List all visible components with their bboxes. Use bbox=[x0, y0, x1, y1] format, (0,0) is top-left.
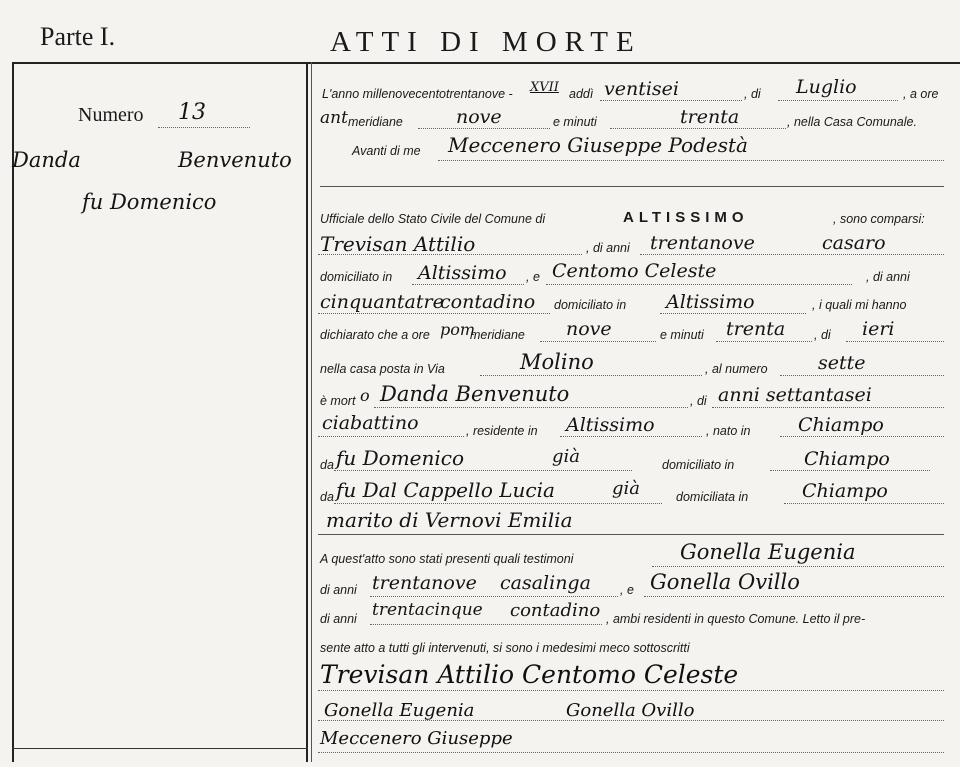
mother-residence: Chiampo bbox=[802, 480, 888, 502]
death-street: Molino bbox=[520, 350, 594, 374]
line-witness-b-age bbox=[370, 624, 602, 625]
act-official: Meccenero Giuseppe Podestà bbox=[448, 133, 748, 157]
act-di2: , di bbox=[814, 328, 831, 342]
act-dichiarato: dichiarato che a ore bbox=[320, 328, 430, 342]
line-house-number bbox=[780, 375, 944, 376]
witness2-name: Centomo Celeste bbox=[552, 260, 717, 282]
death-house-number: sette bbox=[818, 352, 866, 374]
death-hour: nove bbox=[566, 318, 612, 340]
numero-value: 13 bbox=[178, 100, 206, 125]
line-w2-age bbox=[318, 313, 550, 314]
line-father-res bbox=[770, 470, 930, 471]
act-e2: , e bbox=[620, 583, 634, 597]
line-mother bbox=[334, 503, 662, 504]
signature-witness-b: Gonella Ovillo bbox=[566, 700, 695, 721]
line-death-day bbox=[846, 341, 944, 342]
father-name: fu Domenico bbox=[336, 446, 465, 470]
line-mother-res bbox=[784, 503, 944, 504]
line-minutes bbox=[610, 128, 786, 129]
act-minuti2: e minuti bbox=[660, 328, 704, 342]
line-death-name bbox=[374, 407, 688, 408]
witness-a-job: casalinga bbox=[500, 572, 591, 594]
act-morto: è mort bbox=[320, 394, 356, 408]
act-nato: , nato in bbox=[706, 424, 751, 438]
witness-b-age: trentacinque bbox=[372, 600, 483, 620]
death-birthplace: Chiampo bbox=[798, 414, 884, 436]
death-day: ieri bbox=[862, 318, 895, 340]
act-pom: pom bbox=[440, 320, 476, 339]
mother-name: fu Dal Cappello Lucia bbox=[336, 478, 555, 502]
numero-label: Numero bbox=[78, 104, 144, 126]
act-domic3: domiciliato in bbox=[662, 458, 735, 472]
act-month: Luglio bbox=[796, 76, 857, 98]
witness1-name: Trevisan Attilio bbox=[320, 232, 476, 256]
act-era: XVII bbox=[530, 80, 559, 95]
line-death-min bbox=[716, 341, 812, 342]
death-age: anni settantasei bbox=[718, 384, 872, 406]
sign-line-2 bbox=[318, 720, 944, 721]
line-witness1 bbox=[318, 254, 582, 255]
line-birthplace bbox=[780, 436, 944, 437]
act-numero: , al numero bbox=[705, 362, 768, 376]
act-minuti: e minuti bbox=[553, 115, 597, 129]
act-presenti: A quest'atto sono stati presenti quali testimoni bbox=[320, 552, 574, 566]
register-title: ATTI DI MORTE bbox=[330, 26, 642, 58]
witness1-age: trentanove bbox=[650, 232, 755, 254]
line-witness-a-age bbox=[370, 596, 618, 597]
act-casa: , nella Casa Comunale. bbox=[787, 115, 917, 129]
line-hour bbox=[418, 128, 550, 129]
act-ufficiale: Ufficiale dello Stato Civile del Comune di bbox=[320, 212, 546, 226]
act-sente: sente atto a tutti gli intervenuti, si sono i medesimi meco sottoscritti bbox=[320, 641, 690, 655]
act-dianni2: , di anni bbox=[866, 270, 910, 284]
witness-a-age: trentanove bbox=[372, 572, 477, 594]
part-label: Parte I. bbox=[40, 22, 116, 51]
act-da2: da bbox=[320, 490, 334, 504]
act-di: , di bbox=[744, 87, 761, 101]
left-bottom-rule bbox=[12, 748, 308, 749]
line-month bbox=[778, 100, 898, 101]
line-day bbox=[600, 100, 742, 101]
deceased-father: fu Domenico bbox=[82, 190, 217, 214]
death-name: Danda Benvenuto bbox=[380, 382, 570, 406]
act-ore: , a ore bbox=[903, 87, 939, 101]
line-witness-b bbox=[644, 596, 944, 597]
act-da: da bbox=[320, 458, 334, 472]
act-comparsi: , sono comparsi: bbox=[833, 212, 925, 226]
line-witness1-age bbox=[640, 254, 944, 255]
witness-b-name: Gonella Ovillo bbox=[650, 570, 800, 594]
column-divider bbox=[306, 62, 308, 762]
deceased-given-name: Benvenuto bbox=[178, 148, 292, 172]
act-avanti: Avanti di me bbox=[352, 144, 421, 158]
act-dianni4: di anni bbox=[320, 612, 357, 626]
father-gia: già bbox=[552, 446, 581, 467]
deceased-surname: Danda bbox=[12, 148, 81, 172]
act-meridiane: meridiane bbox=[348, 115, 403, 129]
act-morto-suffix: o bbox=[360, 386, 370, 405]
line-spouse bbox=[318, 534, 944, 535]
frame-top-rule bbox=[12, 62, 960, 64]
line-w2-res bbox=[660, 313, 806, 314]
line-blank bbox=[320, 186, 944, 187]
line-death-hour bbox=[540, 341, 656, 342]
act-minutes: trenta bbox=[680, 106, 740, 128]
act-domic: domiciliato in bbox=[320, 270, 393, 284]
act-day: ventisei bbox=[604, 78, 679, 100]
act-residente: , residente in bbox=[466, 424, 538, 438]
line-residence bbox=[412, 284, 524, 285]
line-street bbox=[480, 375, 702, 376]
act-ant: ant bbox=[320, 108, 348, 128]
line-death-res bbox=[560, 436, 702, 437]
act-e: , e bbox=[526, 270, 540, 284]
signature-declarants: Trevisan Attilio Centomo Celeste bbox=[320, 660, 739, 689]
mother-gia: già bbox=[612, 478, 641, 499]
act-year-text: L'anno millenovecentotrentanove - bbox=[322, 87, 513, 101]
act-dianni3: di anni bbox=[320, 583, 357, 597]
witness1-residence: Altissimo bbox=[418, 262, 507, 284]
act-di3: , di bbox=[690, 394, 707, 408]
sign-line-1 bbox=[318, 690, 944, 691]
witness2-job: contadino bbox=[440, 291, 536, 313]
signature-official: Meccenero Giuseppe bbox=[320, 728, 513, 749]
act-comune: ALTISSIMO bbox=[623, 209, 749, 226]
act-quali: , i quali mi hanno bbox=[812, 298, 907, 312]
witness2-age: cinquantatre bbox=[320, 291, 444, 313]
witness-a-name: Gonella Eugenia bbox=[680, 540, 856, 564]
witness-b-job: contadino bbox=[510, 600, 601, 621]
act-hour: nove bbox=[456, 106, 502, 128]
spouse: marito di Vernovi Emilia bbox=[326, 508, 573, 532]
column-divider-inner bbox=[311, 62, 312, 762]
act-domic2: domiciliato in bbox=[554, 298, 627, 312]
witness2-residence: Altissimo bbox=[666, 291, 755, 313]
death-job: ciabattino bbox=[322, 412, 419, 434]
act-dianni: , di anni bbox=[586, 241, 630, 255]
father-residence: Chiampo bbox=[804, 448, 890, 470]
act-meridiane2: meridiane bbox=[470, 328, 525, 342]
signature-witness-a: Gonella Eugenia bbox=[324, 700, 475, 721]
act-casa-via: nella casa posta in Via bbox=[320, 362, 445, 376]
sign-line-3 bbox=[318, 752, 944, 753]
line-witness2 bbox=[546, 284, 852, 285]
numero-line bbox=[158, 127, 250, 128]
line-death-job bbox=[318, 436, 464, 437]
line-official bbox=[438, 160, 944, 161]
witness1-job: casaro bbox=[822, 232, 886, 254]
act-domic4: domiciliata in bbox=[676, 490, 749, 504]
death-residence: Altissimo bbox=[566, 414, 655, 436]
death-minutes: trenta bbox=[726, 318, 786, 340]
act-addi: addì bbox=[569, 87, 594, 101]
line-witness-a bbox=[652, 566, 944, 567]
line-father bbox=[334, 470, 632, 471]
act-ambi: , ambi residenti in questo Comune. Letto il pre- bbox=[606, 612, 866, 626]
line-death-age bbox=[712, 407, 944, 408]
